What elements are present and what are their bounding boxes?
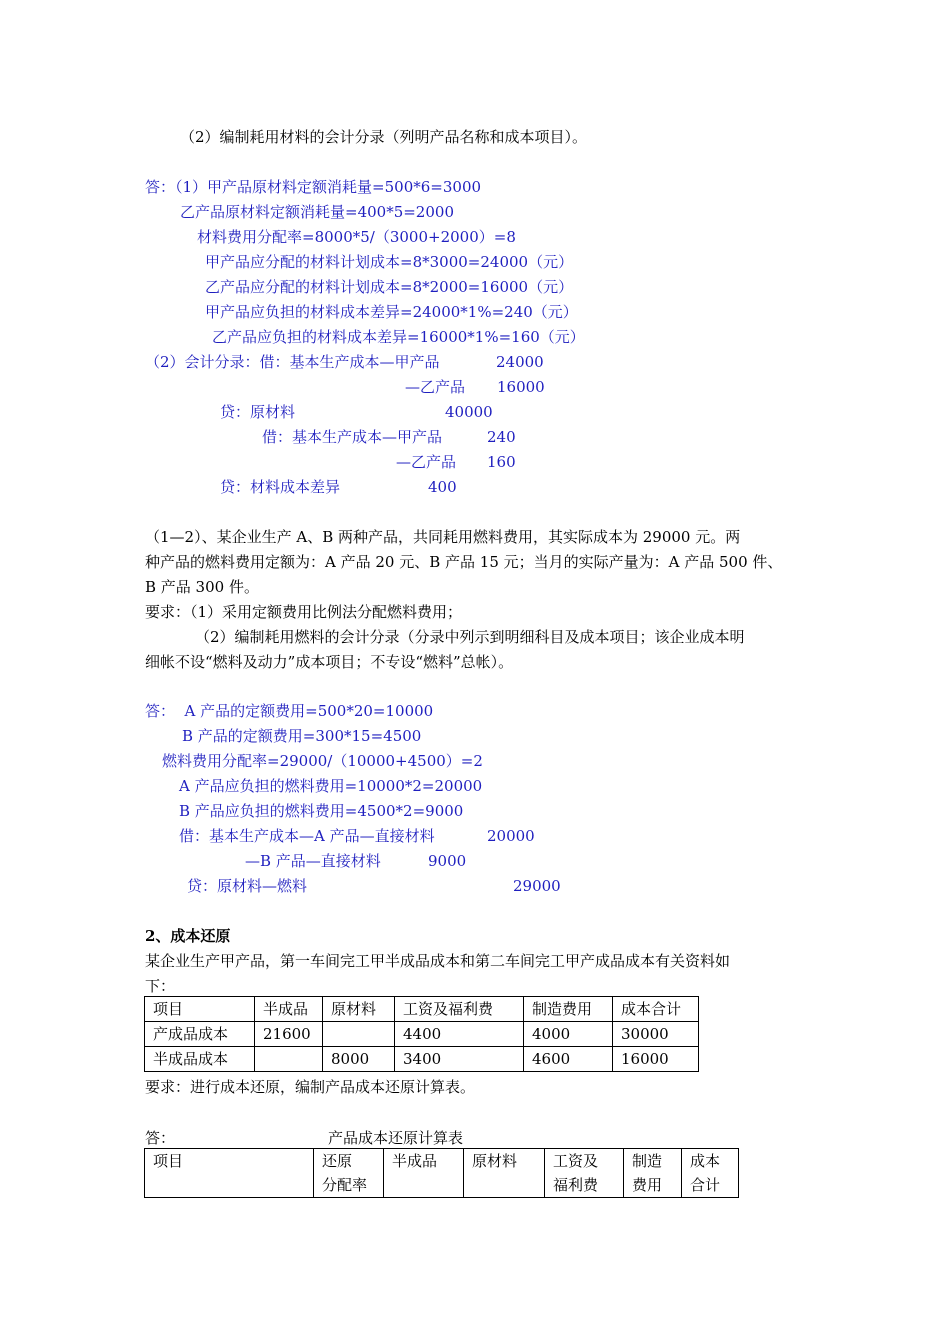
header-line: 费用 (632, 1176, 663, 1194)
q12-entry-line: —B 产品—直接材料 (245, 852, 381, 870)
table-header-cell: 制造费用 (524, 997, 613, 1022)
table-header-cell (384, 1149, 464, 1198)
header-line: 项目 (153, 1152, 184, 1170)
q12-entry-amount: 20000 (487, 827, 535, 845)
table-header-cell: 项目 (145, 997, 255, 1022)
q12-paragraph: （1—2）、某企业生产 A、B 两种产品，共同耗用燃料费用，其实际成本为 29000 元。两 (145, 528, 741, 546)
q12-paragraph: B 产品 300 件。 (145, 578, 259, 596)
q1-entry-line: —乙产品 (405, 378, 466, 396)
q1-entry-amount: 40000 (445, 403, 493, 421)
cost-reduction-table (144, 1148, 739, 1198)
q1-answer-line: 甲产品应负担的材料成本差异=24000*1%=240（元） (205, 303, 578, 321)
q12-paragraph: 种产品的燃料费用定额为：A 产品 20 元、B 产品 15 元；当月的实际产量为：A 产品 500 件、 (145, 553, 783, 571)
q2-paragraph: 下： (145, 977, 176, 995)
q12-requirement: （2）编制耗用燃料的会计分录（分录中列示到明细科目及成本项目；该企业成本明 (195, 628, 745, 646)
cost-data-table (144, 996, 699, 1072)
q1-entry-line: 贷：原材料 (220, 403, 296, 421)
header-line: 成本 (690, 1152, 721, 1170)
table-header-cell: 半成品 (255, 997, 323, 1022)
table-header-cell (314, 1149, 384, 1198)
table-cell: 产成品成本 (145, 1022, 255, 1047)
table-cell (255, 1047, 323, 1072)
table-cell: 半成品成本 (145, 1047, 255, 1072)
q12-requirement: 要求：（1）采用定额费用比例法分配燃料费用； (145, 603, 463, 621)
table-row (145, 1047, 699, 1072)
q1-answer-line: 材料费用分配率=8000*5/（3000+2000）=8 (197, 228, 516, 246)
table-title: 产品成本还原计算表 (328, 1129, 464, 1147)
section-heading: 2、成本还原 (145, 927, 231, 945)
q12-entry-amount: 29000 (513, 877, 561, 895)
q1-entry-line: —乙产品 (396, 453, 457, 471)
table-cell: 4400 (395, 1022, 524, 1047)
table-cell: 4000 (524, 1022, 613, 1047)
q1-answer-line: 甲产品应分配的材料计划成本=8*3000=24000（元） (205, 253, 574, 271)
table-header-row (145, 997, 699, 1022)
q1-answer-line: 乙产品应负担的材料成本差异=16000*1%=160（元） (212, 328, 585, 346)
table-row (145, 1022, 699, 1047)
q12-answer-line: B 产品的定额费用=300*15=4500 (182, 727, 422, 745)
table-header-cell (682, 1149, 739, 1198)
q2-paragraph: 某企业生产甲产品，第一车间完工甲半成品成本和第二车间完工甲产成品成本有关资料如 (145, 952, 731, 970)
header-line: 合计 (690, 1176, 721, 1194)
table-cell: 4600 (524, 1047, 613, 1072)
q1-answer-line: 乙产品原材料定额消耗量=400*5=2000 (180, 203, 454, 221)
header-line: 制造 (632, 1152, 663, 1170)
table-cell: 16000 (613, 1047, 699, 1072)
q1-entry-line: 贷：材料成本差异 (220, 478, 341, 496)
table-cell (323, 1022, 395, 1047)
q12-answer-line: A 产品应负担的燃料费用=10000*2=20000 (179, 777, 483, 795)
q1-answer-line: 乙产品应分配的材料计划成本=8*2000=16000（元） (205, 278, 574, 296)
q12-answer-line: 答： A 产品的定额费用=500*20=10000 (145, 702, 434, 720)
table-header-cell: 原材料 (323, 997, 395, 1022)
table-header-cell (464, 1149, 545, 1198)
header-line: 工资及 (553, 1152, 599, 1170)
q12-requirement: 细帐不设“燃料及动力”成本项目；不专设“燃料”总帐）。 (145, 653, 514, 671)
q12-answer-line: B 产品应负担的燃料费用=4500*2=9000 (179, 802, 464, 820)
q1-entry-amount: 160 (487, 453, 516, 471)
header-line: 分配率 (322, 1176, 368, 1194)
q12-entry-amount: 9000 (428, 852, 467, 870)
table-cell: 3400 (395, 1047, 524, 1072)
q1-entry-amount: 240 (487, 428, 516, 446)
q12-answer-line: 燃料费用分配率=29000/（10000+4500）=2 (162, 752, 483, 770)
q1-part2: （2）编制耗用材料的会计分录（列明产品名称和成本项目）。 (180, 128, 588, 146)
answer-label: 答： (145, 1129, 176, 1147)
header-line: 半成品 (392, 1152, 438, 1170)
q1-answer-line: 答：（1）甲产品原材料定额消耗量=500*6=3000 (145, 178, 482, 196)
q12-entry-line: 贷：原材料—燃料 (187, 877, 308, 895)
table-header-cell (145, 1149, 314, 1198)
table-cell: 30000 (613, 1022, 699, 1047)
q2-requirement: 要求：进行成本还原，编制产品成本还原计算表。 (145, 1078, 476, 1096)
q1-entry-amount: 400 (428, 478, 457, 496)
table-header-cell (545, 1149, 624, 1198)
q1-entry-line: 借：基本生产成本—甲产品 (262, 428, 443, 446)
table-cell: 8000 (323, 1047, 395, 1072)
table-cell: 21600 (255, 1022, 323, 1047)
header-line: 还原 (322, 1152, 353, 1170)
table-header-row (145, 1149, 739, 1198)
q1-entry-amount: 16000 (497, 378, 545, 396)
table-header-cell: 成本合计 (613, 997, 699, 1022)
q1-entry-line: （2）会计分录：借：基本生产成本—甲产品 (145, 353, 440, 371)
q12-entry-line: 借：基本生产成本—A 产品—直接材料 (179, 827, 435, 845)
table-header-cell (624, 1149, 682, 1198)
q1-entry-amount: 24000 (496, 353, 544, 371)
header-line: 原材料 (472, 1152, 518, 1170)
table-header-cell: 工资及福利费 (395, 997, 524, 1022)
header-line: 福利费 (553, 1176, 599, 1194)
